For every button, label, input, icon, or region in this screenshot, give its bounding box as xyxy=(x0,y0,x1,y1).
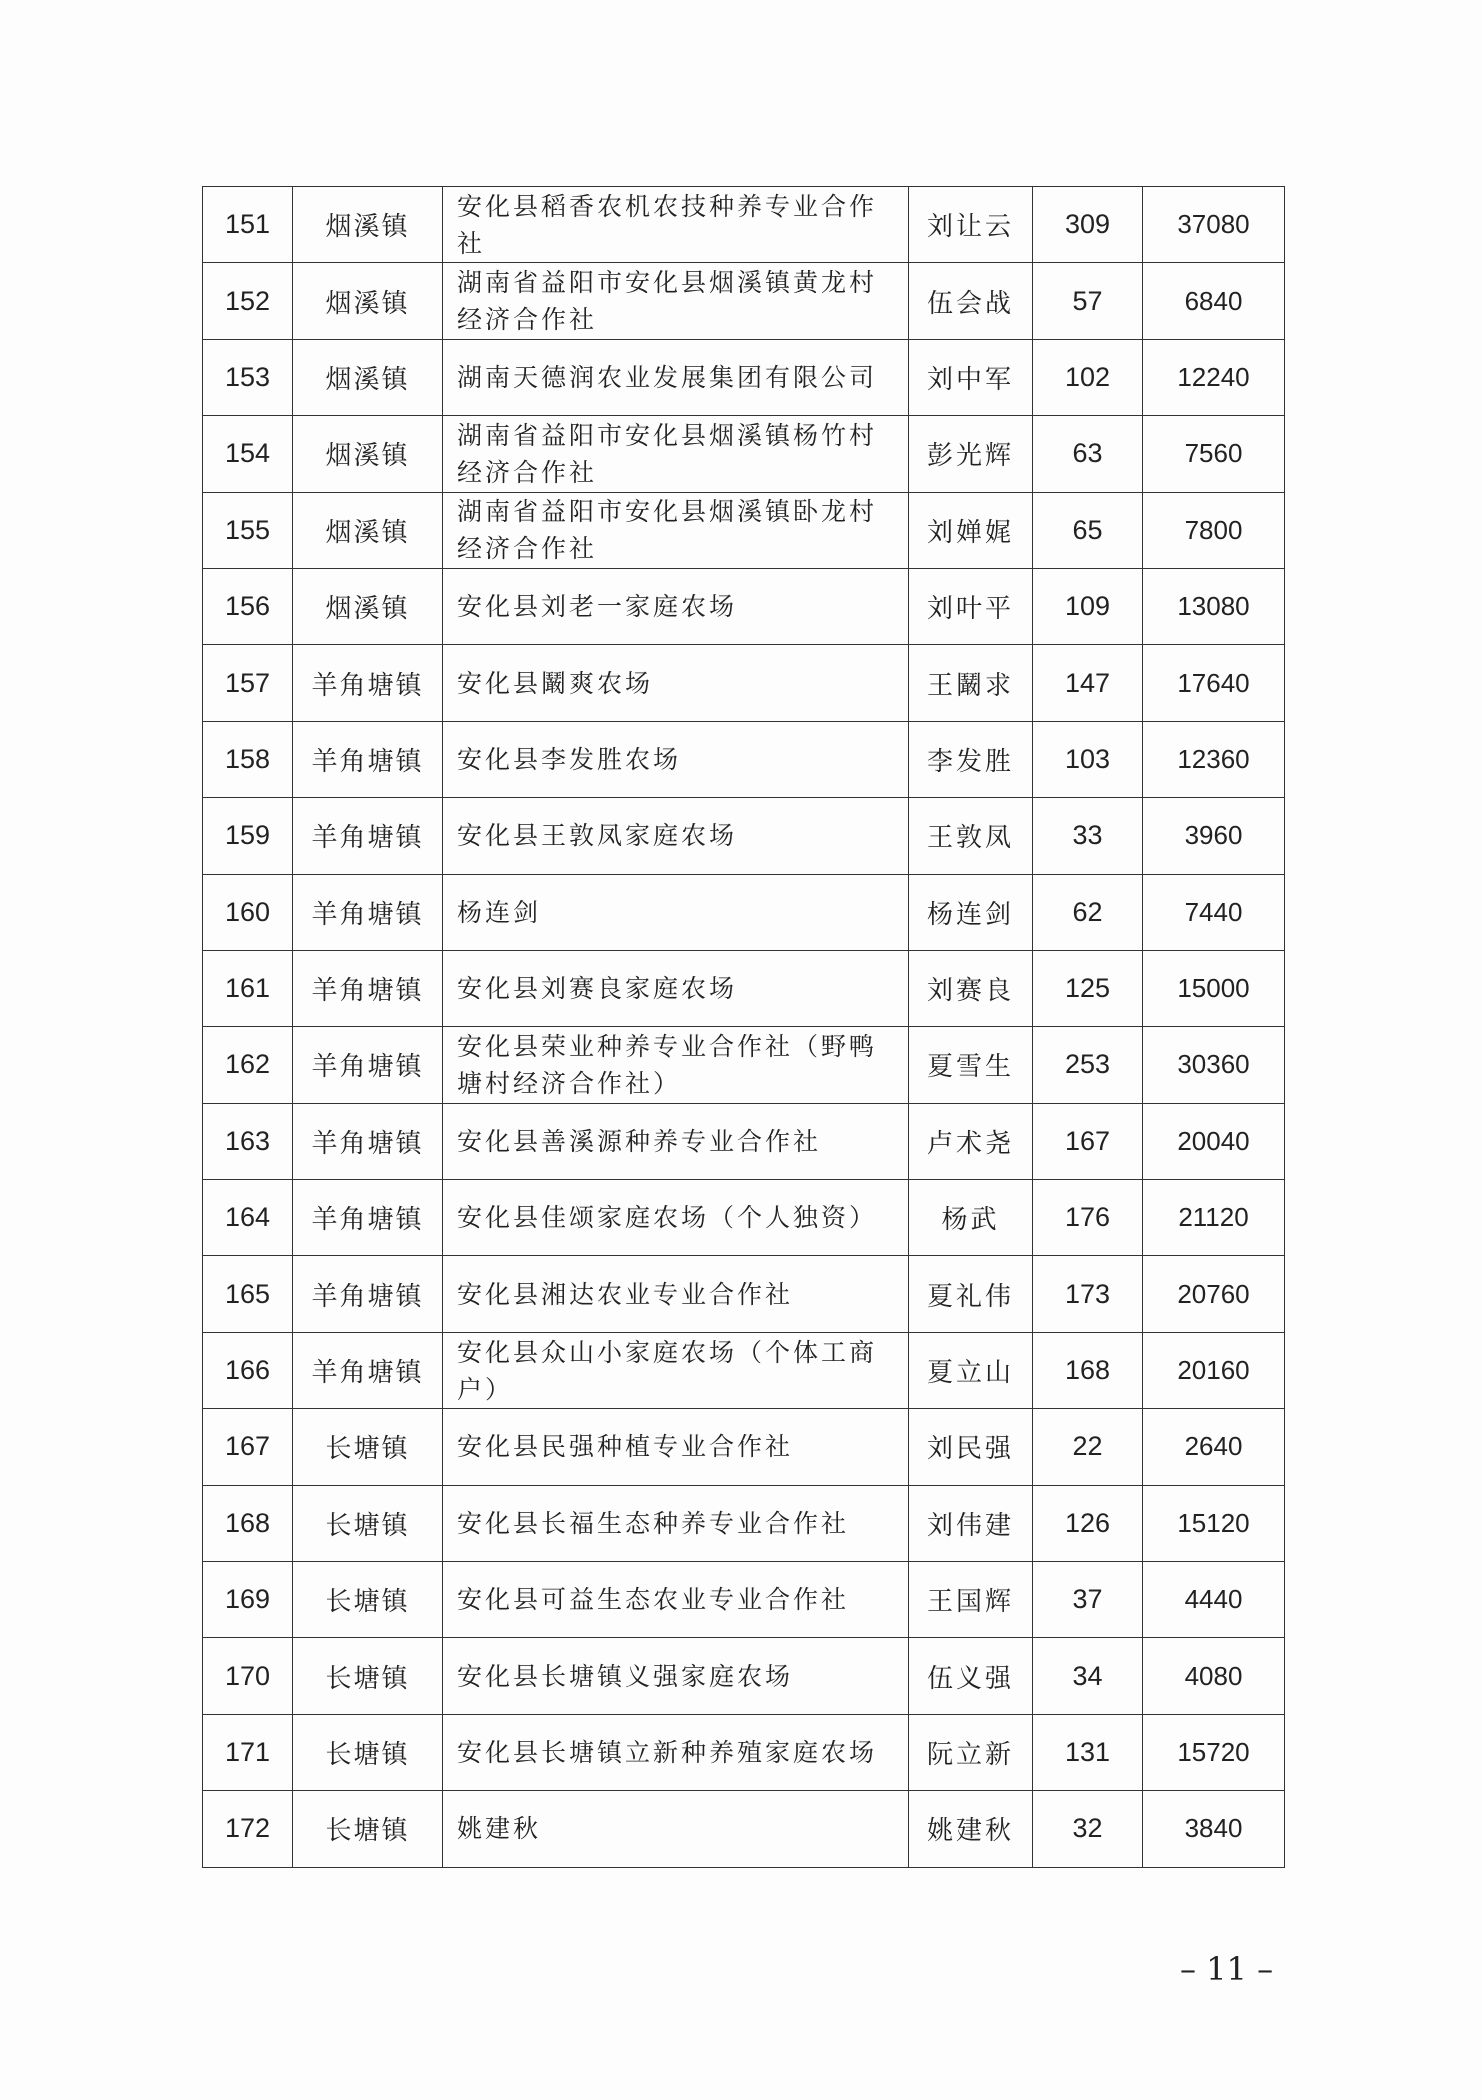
entity-name-cell: 杨连剑 xyxy=(443,874,909,950)
table-row xyxy=(203,568,1285,644)
entity-name-cell: 安化县湘达农业专业合作社 xyxy=(443,1256,909,1332)
area-cell: 253 xyxy=(1033,1027,1143,1103)
entity-name-cell: 安化县民强种植专业合作社 xyxy=(443,1409,909,1485)
amount-cell: 7440 xyxy=(1143,874,1285,950)
row-number: 154 xyxy=(203,416,293,492)
row-number: 166 xyxy=(203,1332,293,1408)
subsidy-table xyxy=(202,186,1285,1868)
contact-person-cell: 王敦凤 xyxy=(909,798,1033,874)
amount-cell: 13080 xyxy=(1143,568,1285,644)
table-row xyxy=(203,339,1285,415)
area-cell: 33 xyxy=(1033,798,1143,874)
area-cell: 131 xyxy=(1033,1714,1143,1790)
area-cell: 126 xyxy=(1033,1485,1143,1561)
amount-cell: 17640 xyxy=(1143,645,1285,721)
entity-name-cell: 湖南省益阳市安化县烟溪镇杨竹村经济合作社 xyxy=(443,416,909,492)
area-cell: 57 xyxy=(1033,263,1143,339)
page-number: – 11 – xyxy=(1180,1950,1274,1988)
town-cell: 羊角塘镇 xyxy=(293,798,443,874)
table-row xyxy=(203,1256,1285,1332)
town-cell: 羊角塘镇 xyxy=(293,1332,443,1408)
area-cell: 102 xyxy=(1033,339,1143,415)
entity-name-cell: 安化县善溪源种养专业合作社 xyxy=(443,1103,909,1179)
town-cell: 羊角塘镇 xyxy=(293,1103,443,1179)
contact-person-cell: 刘让云 xyxy=(909,187,1033,263)
entity-name-cell: 安化县鬫爽农场 xyxy=(443,645,909,721)
entity-name-cell: 安化县可益生态农业专业合作社 xyxy=(443,1562,909,1638)
contact-person-cell: 夏雪生 xyxy=(909,1027,1033,1103)
contact-person-cell: 王国辉 xyxy=(909,1562,1033,1638)
area-cell: 63 xyxy=(1033,416,1143,492)
table-row xyxy=(203,1714,1285,1790)
entity-name-cell: 安化县长塘镇立新种养殖家庭农场 xyxy=(443,1714,909,1790)
row-number: 170 xyxy=(203,1638,293,1714)
entity-name-cell: 安化县李发胜农场 xyxy=(443,721,909,797)
town-cell: 长塘镇 xyxy=(293,1562,443,1638)
entity-name-cell: 安化县稻香农机农技种养专业合作社 xyxy=(443,187,909,263)
amount-cell: 15120 xyxy=(1143,1485,1285,1561)
amount-cell: 12240 xyxy=(1143,339,1285,415)
table-row xyxy=(203,1562,1285,1638)
row-number: 155 xyxy=(203,492,293,568)
town-cell: 长塘镇 xyxy=(293,1638,443,1714)
table-row xyxy=(203,950,1285,1026)
entity-name-cell: 安化县佳颂家庭农场（个人独资） xyxy=(443,1180,909,1256)
row-number: 161 xyxy=(203,950,293,1026)
table-row xyxy=(203,721,1285,797)
entity-name-cell: 姚建秋 xyxy=(443,1791,909,1867)
amount-cell: 30360 xyxy=(1143,1027,1285,1103)
town-cell: 羊角塘镇 xyxy=(293,1256,443,1332)
row-number: 163 xyxy=(203,1103,293,1179)
entity-name-cell: 湖南省益阳市安化县烟溪镇卧龙村经济合作社 xyxy=(443,492,909,568)
town-cell: 长塘镇 xyxy=(293,1791,443,1867)
entity-name-cell: 湖南天德润农业发展集团有限公司 xyxy=(443,339,909,415)
town-cell: 烟溪镇 xyxy=(293,492,443,568)
table-row xyxy=(203,1332,1285,1408)
amount-cell: 2640 xyxy=(1143,1409,1285,1485)
entity-name-cell: 安化县长塘镇义强家庭农场 xyxy=(443,1638,909,1714)
row-number: 164 xyxy=(203,1180,293,1256)
town-cell: 羊角塘镇 xyxy=(293,721,443,797)
table-row xyxy=(203,1791,1285,1867)
amount-cell: 15000 xyxy=(1143,950,1285,1026)
entity-name-cell: 湖南省益阳市安化县烟溪镇黄龙村经济合作社 xyxy=(443,263,909,339)
town-cell: 长塘镇 xyxy=(293,1714,443,1790)
amount-cell: 7560 xyxy=(1143,416,1285,492)
table-row xyxy=(203,1409,1285,1485)
row-number: 165 xyxy=(203,1256,293,1332)
contact-person-cell: 刘赛良 xyxy=(909,950,1033,1026)
row-number: 153 xyxy=(203,339,293,415)
table-row xyxy=(203,1027,1285,1103)
contact-person-cell: 刘民强 xyxy=(909,1409,1033,1485)
row-number: 156 xyxy=(203,568,293,644)
entity-name-cell: 安化县荣业种养专业合作社（野鸭塘村经济合作社） xyxy=(443,1027,909,1103)
town-cell: 烟溪镇 xyxy=(293,339,443,415)
amount-cell: 12360 xyxy=(1143,721,1285,797)
contact-person-cell: 夏礼伟 xyxy=(909,1256,1033,1332)
area-cell: 309 xyxy=(1033,187,1143,263)
town-cell: 烟溪镇 xyxy=(293,263,443,339)
amount-cell: 6840 xyxy=(1143,263,1285,339)
entity-name-cell: 安化县长福生态种养专业合作社 xyxy=(443,1485,909,1561)
row-number: 168 xyxy=(203,1485,293,1561)
contact-person-cell: 杨连剑 xyxy=(909,874,1033,950)
row-number: 158 xyxy=(203,721,293,797)
row-number: 171 xyxy=(203,1714,293,1790)
area-cell: 22 xyxy=(1033,1409,1143,1485)
area-cell: 147 xyxy=(1033,645,1143,721)
town-cell: 烟溪镇 xyxy=(293,187,443,263)
amount-cell: 4080 xyxy=(1143,1638,1285,1714)
contact-person-cell: 刘中军 xyxy=(909,339,1033,415)
contact-person-cell: 阮立新 xyxy=(909,1714,1033,1790)
table-row xyxy=(203,1180,1285,1256)
table-row xyxy=(203,263,1285,339)
contact-person-cell: 刘婵娓 xyxy=(909,492,1033,568)
amount-cell: 15720 xyxy=(1143,1714,1285,1790)
row-number: 172 xyxy=(203,1791,293,1867)
area-cell: 65 xyxy=(1033,492,1143,568)
contact-person-cell: 伍会战 xyxy=(909,263,1033,339)
row-number: 152 xyxy=(203,263,293,339)
contact-person-cell: 伍义强 xyxy=(909,1638,1033,1714)
table-row xyxy=(203,1103,1285,1179)
row-number: 160 xyxy=(203,874,293,950)
amount-cell: 4440 xyxy=(1143,1562,1285,1638)
amount-cell: 3840 xyxy=(1143,1791,1285,1867)
contact-person-cell: 刘伟建 xyxy=(909,1485,1033,1561)
row-number: 167 xyxy=(203,1409,293,1485)
contact-person-cell: 姚建秋 xyxy=(909,1791,1033,1867)
area-cell: 32 xyxy=(1033,1791,1143,1867)
area-cell: 168 xyxy=(1033,1332,1143,1408)
amount-cell: 20040 xyxy=(1143,1103,1285,1179)
town-cell: 羊角塘镇 xyxy=(293,874,443,950)
row-number: 169 xyxy=(203,1562,293,1638)
town-cell: 羊角塘镇 xyxy=(293,950,443,1026)
amount-cell: 20760 xyxy=(1143,1256,1285,1332)
contact-person-cell: 李发胜 xyxy=(909,721,1033,797)
entity-name-cell: 安化县众山小家庭农场（个体工商户） xyxy=(443,1332,909,1408)
town-cell: 羊角塘镇 xyxy=(293,645,443,721)
table-row xyxy=(203,874,1285,950)
area-cell: 173 xyxy=(1033,1256,1143,1332)
contact-person-cell: 杨武 xyxy=(909,1180,1033,1256)
town-cell: 羊角塘镇 xyxy=(293,1180,443,1256)
entity-name-cell: 安化县王敦凤家庭农场 xyxy=(443,798,909,874)
area-cell: 125 xyxy=(1033,950,1143,1026)
area-cell: 167 xyxy=(1033,1103,1143,1179)
table-row xyxy=(203,798,1285,874)
town-cell: 长塘镇 xyxy=(293,1409,443,1485)
table-row xyxy=(203,1638,1285,1714)
entity-name-cell: 安化县刘赛良家庭农场 xyxy=(443,950,909,1026)
contact-person-cell: 刘叶平 xyxy=(909,568,1033,644)
area-cell: 109 xyxy=(1033,568,1143,644)
contact-person-cell: 彭光辉 xyxy=(909,416,1033,492)
amount-cell: 3960 xyxy=(1143,798,1285,874)
amount-cell: 20160 xyxy=(1143,1332,1285,1408)
table-row xyxy=(203,416,1285,492)
area-cell: 34 xyxy=(1033,1638,1143,1714)
row-number: 151 xyxy=(203,187,293,263)
amount-cell: 7800 xyxy=(1143,492,1285,568)
town-cell: 长塘镇 xyxy=(293,1485,443,1561)
row-number: 159 xyxy=(203,798,293,874)
table-row xyxy=(203,492,1285,568)
row-number: 162 xyxy=(203,1027,293,1103)
area-cell: 62 xyxy=(1033,874,1143,950)
table-row xyxy=(203,645,1285,721)
area-cell: 176 xyxy=(1033,1180,1143,1256)
amount-cell: 37080 xyxy=(1143,187,1285,263)
area-cell: 103 xyxy=(1033,721,1143,797)
town-cell: 羊角塘镇 xyxy=(293,1027,443,1103)
town-cell: 烟溪镇 xyxy=(293,568,443,644)
area-cell: 37 xyxy=(1033,1562,1143,1638)
contact-person-cell: 王鬫求 xyxy=(909,645,1033,721)
row-number: 157 xyxy=(203,645,293,721)
amount-cell: 21120 xyxy=(1143,1180,1285,1256)
town-cell: 烟溪镇 xyxy=(293,416,443,492)
contact-person-cell: 夏立山 xyxy=(909,1332,1033,1408)
table-row xyxy=(203,187,1285,263)
table-row xyxy=(203,1485,1285,1561)
entity-name-cell: 安化县刘老一家庭农场 xyxy=(443,568,909,644)
contact-person-cell: 卢术尧 xyxy=(909,1103,1033,1179)
